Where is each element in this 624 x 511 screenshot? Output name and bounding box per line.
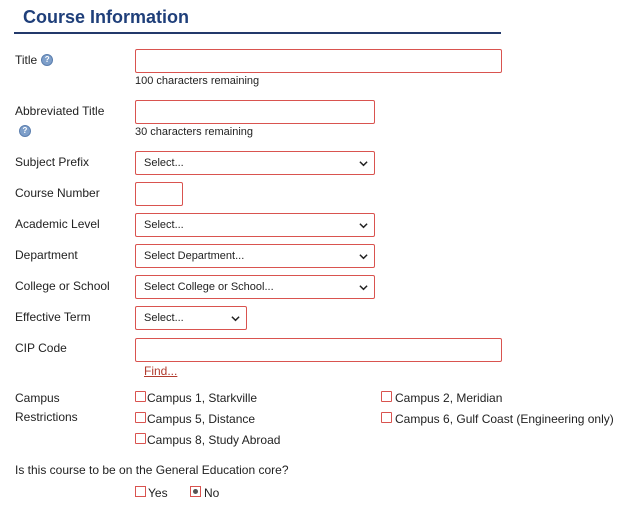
help-icon[interactable]: ? (19, 125, 31, 137)
title-input[interactable] (135, 49, 502, 73)
title-divider (14, 32, 501, 34)
campus-6-label: Campus 6, Gulf Coast (Engineering only) (395, 412, 614, 426)
chevron-down-icon (359, 283, 368, 292)
college-label: College or School (15, 279, 110, 293)
campus-label-line2: Restrictions (15, 410, 78, 424)
help-icon[interactable]: ? (41, 54, 53, 66)
abbreviated-title-input[interactable] (135, 100, 375, 124)
campus-2-label: Campus 2, Meridian (395, 391, 503, 405)
chevron-down-icon (359, 252, 368, 261)
page-title: Course Information (23, 7, 190, 27)
campus-label-line1: Campus (15, 391, 60, 405)
chevron-down-icon (231, 314, 240, 323)
gen-ed-yes-label: Yes (148, 486, 168, 500)
radio-selected-dot (193, 489, 198, 494)
abbreviated-title-label: Abbreviated Title (15, 104, 105, 118)
gen-ed-no-label: No (204, 486, 220, 500)
gen-ed-no-radio[interactable] (190, 486, 201, 497)
chevron-down-icon (359, 159, 368, 168)
effective-term-select[interactable]: Select... (135, 306, 247, 330)
academic-level-label: Academic Level (15, 217, 100, 231)
cip-code-label: CIP Code (15, 341, 67, 355)
subject-prefix-select[interactable]: Select... (135, 151, 375, 175)
title-label: Title ? (15, 53, 53, 67)
title-chars-remaining: 100 characters remaining (135, 75, 260, 87)
campus-1-checkbox[interactable] (135, 391, 146, 402)
campus-8-label: Campus 8, Study Abroad (147, 433, 281, 447)
subject-prefix-label: Subject Prefix (15, 155, 90, 169)
college-select[interactable]: Select College or School... (135, 275, 375, 299)
campus-6-checkbox[interactable] (381, 412, 392, 423)
campus-1-label: Campus 1, Starkville (147, 391, 258, 405)
department-label: Department (15, 248, 78, 262)
gen-ed-question: Is this course to be on the General Education core? (15, 463, 289, 477)
gen-ed-yes-radio[interactable] (135, 486, 146, 497)
cip-code-input[interactable] (135, 338, 502, 362)
effective-term-label: Effective Term (15, 310, 91, 324)
cip-find-link[interactable]: Find... (144, 364, 178, 378)
campus-5-checkbox[interactable] (135, 412, 146, 423)
academic-level-select[interactable]: Select... (135, 213, 375, 237)
campus-2-checkbox[interactable] (381, 391, 392, 402)
campus-8-checkbox[interactable] (135, 433, 146, 444)
campus-5-label: Campus 5, Distance (147, 412, 256, 426)
department-select[interactable]: Select Department... (135, 244, 375, 268)
chevron-down-icon (359, 221, 368, 230)
abbreviated-title-chars-remaining: 30 characters remaining (135, 126, 254, 138)
course-number-label: Course Number (15, 186, 100, 200)
course-number-input[interactable] (135, 182, 183, 206)
